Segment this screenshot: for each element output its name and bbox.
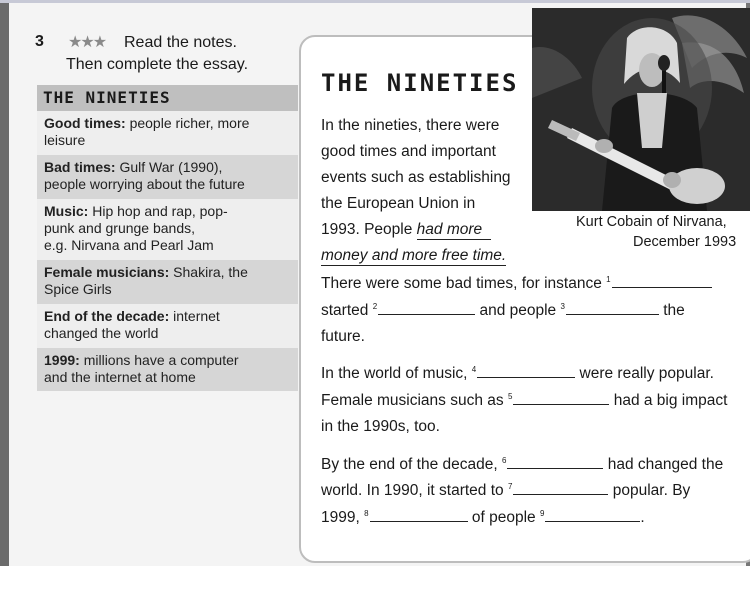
essay-text: In the world of music,: [321, 365, 472, 382]
essay-text: of people: [467, 509, 540, 526]
notes-title: THE NINETIES: [37, 85, 298, 111]
note-text: millions have a computer: [83, 352, 239, 368]
example-answer: money and more free time.: [321, 247, 507, 264]
essay-text: were really popular.: [575, 365, 714, 382]
gap-5-blank[interactable]: [513, 392, 609, 405]
gap-8-blank[interactable]: [370, 509, 468, 522]
gap-4-blank[interactable]: [477, 365, 575, 378]
note-label: Bad times:: [44, 159, 116, 175]
essay-text: 1999,: [321, 509, 365, 526]
essay-text: the: [658, 302, 685, 319]
essay-text: 1993. People: [321, 221, 417, 238]
gap-number: 9: [539, 509, 545, 518]
gap-2-blank[interactable]: [378, 302, 475, 315]
gap-number: 6: [501, 456, 507, 465]
gap-number: 4: [471, 365, 477, 374]
gap-number: 7: [507, 482, 513, 491]
note-1999: [37, 348, 298, 391]
note-text: leisure: [44, 132, 86, 148]
note-text: e.g. Nirvana and Pearl Jam: [44, 237, 214, 253]
example-answer: had more: [417, 221, 491, 240]
gap-number: 2: [372, 302, 378, 311]
note-female-musicians: [37, 260, 298, 304]
note-text: Shakira, the: [173, 264, 248, 280]
essay-text: .: [640, 509, 645, 526]
note-text: people richer, more: [129, 115, 250, 131]
essay-line: in the 1990s, too.: [321, 418, 440, 435]
essay-title: THE NINETIES: [321, 69, 519, 97]
essay-text: had changed the: [603, 456, 724, 473]
essay-text: had a big impact: [609, 392, 728, 409]
essay-line: [321, 456, 723, 474]
essay-line: good times and important: [321, 143, 496, 160]
note-text: internet: [173, 308, 220, 324]
essay-line: future.: [321, 328, 365, 345]
essay-line: In the nineties, there were: [321, 117, 500, 134]
note-label: Female musicians:: [44, 264, 170, 280]
gap-6-blank[interactable]: [507, 456, 603, 469]
note-bad-times: [37, 155, 298, 199]
essay-line: [321, 302, 685, 320]
essay-text: By the end of the decade,: [321, 456, 502, 473]
note-label: Music:: [44, 203, 89, 219]
photo-caption-line-2: December 1993: [633, 234, 737, 250]
photo-caption-line-1: Kurt Cobain of Nirvana,: [576, 214, 727, 230]
essay-line: events such as establishing: [321, 169, 511, 186]
note-text: people worrying about the future: [44, 176, 245, 192]
note-end-of-decade: [37, 304, 298, 348]
note-text: punk and grunge bands,: [44, 220, 196, 236]
note-text: Gulf War (1990),: [119, 159, 223, 175]
kurt-cobain-photo: [532, 8, 750, 211]
page-edge-left: [0, 3, 9, 569]
note-text: Spice Girls: [44, 281, 112, 297]
bottom-margin: [0, 566, 750, 591]
guitarist-photo-illustration: [532, 8, 750, 211]
essay-line: [321, 482, 690, 500]
essay-line: [321, 247, 506, 266]
gap-number: 1: [606, 275, 611, 284]
note-label: 1999:: [44, 352, 80, 368]
note-text: and the internet at home: [44, 369, 196, 385]
gap-9-blank[interactable]: [545, 509, 640, 522]
essay-text: started: [321, 302, 373, 319]
essay-text: Female musicians such as: [321, 392, 508, 409]
exercise-number: 3: [35, 33, 44, 50]
gap-7-blank[interactable]: [513, 482, 608, 495]
difficulty-stars-icon: ★★★: [68, 34, 106, 51]
essay-line: [321, 275, 712, 293]
essay-line: [321, 509, 645, 527]
essay-text: There were some bad times, for instance: [321, 275, 607, 292]
essay-line: [321, 392, 727, 410]
essay-text: world. In 1990, it started to: [321, 482, 508, 499]
essay-line: [321, 221, 491, 240]
note-text: changed the world: [44, 325, 159, 341]
instruction-line-2: Then complete the essay.: [66, 56, 249, 73]
essay-line: [321, 365, 714, 383]
instruction-line-1: Read the notes.: [124, 34, 237, 51]
gap-number: 8: [364, 509, 369, 518]
note-music: [37, 199, 298, 260]
essay-text: and people: [475, 302, 561, 319]
essay-line: the European Union in: [321, 195, 476, 212]
gap-1-blank[interactable]: [612, 275, 712, 288]
note-label: End of the decade:: [44, 308, 170, 324]
gap-number: 5: [507, 392, 513, 401]
note-label: Good times:: [44, 115, 126, 131]
essay-text: popular. By: [608, 482, 691, 499]
gap-3-blank[interactable]: [566, 302, 659, 315]
note-good-times: [37, 111, 298, 155]
note-text: Hip hop and rap, pop-: [92, 203, 228, 219]
gap-number: 3: [560, 302, 565, 311]
